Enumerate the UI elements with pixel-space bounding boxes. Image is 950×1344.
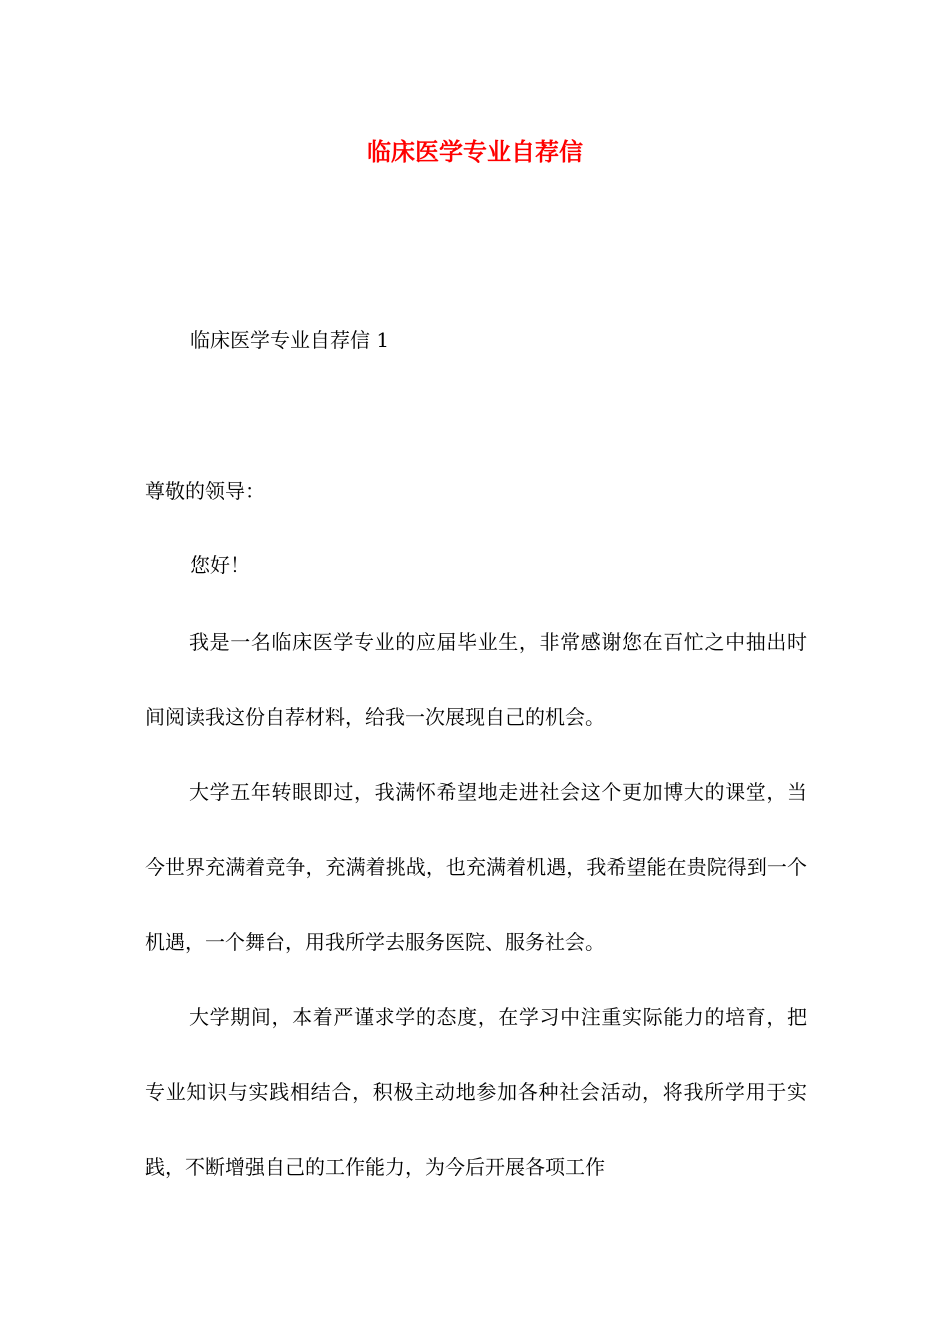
greeting: 您好！ bbox=[190, 553, 250, 577]
body-paragraph-1: 我是一名临床医学专业的应届毕业生，非常感谢您在百忙之中抽出时间阅读我这份自荐材料，给我一次展现自己的机会。 bbox=[145, 630, 807, 729]
body-paragraph-2: 大学五年转眼即过，我满怀希望地走进社会这个更加博大的课堂，当今世界充满着竞争，充满着挑战，也充满着机遇，我希望能在贵院得到一个机遇，一个舞台，用我所学去服务医院、服务社会。 bbox=[145, 780, 807, 954]
document-subtitle: 临床医学专业自荐信 1 bbox=[190, 328, 390, 352]
document-title: 临床医学专业自荐信 bbox=[367, 138, 583, 166]
salutation: 尊敬的领导： bbox=[145, 479, 265, 503]
body-paragraph-3: 大学期间，本着严谨求学的态度，在学习中注重实际能力的培育，把专业知识与实践相结合，积极主动地参加各种社会活动，将我所学用于实践，不断增强自己的工作能力，为今后开展各项工作 bbox=[145, 1005, 807, 1179]
